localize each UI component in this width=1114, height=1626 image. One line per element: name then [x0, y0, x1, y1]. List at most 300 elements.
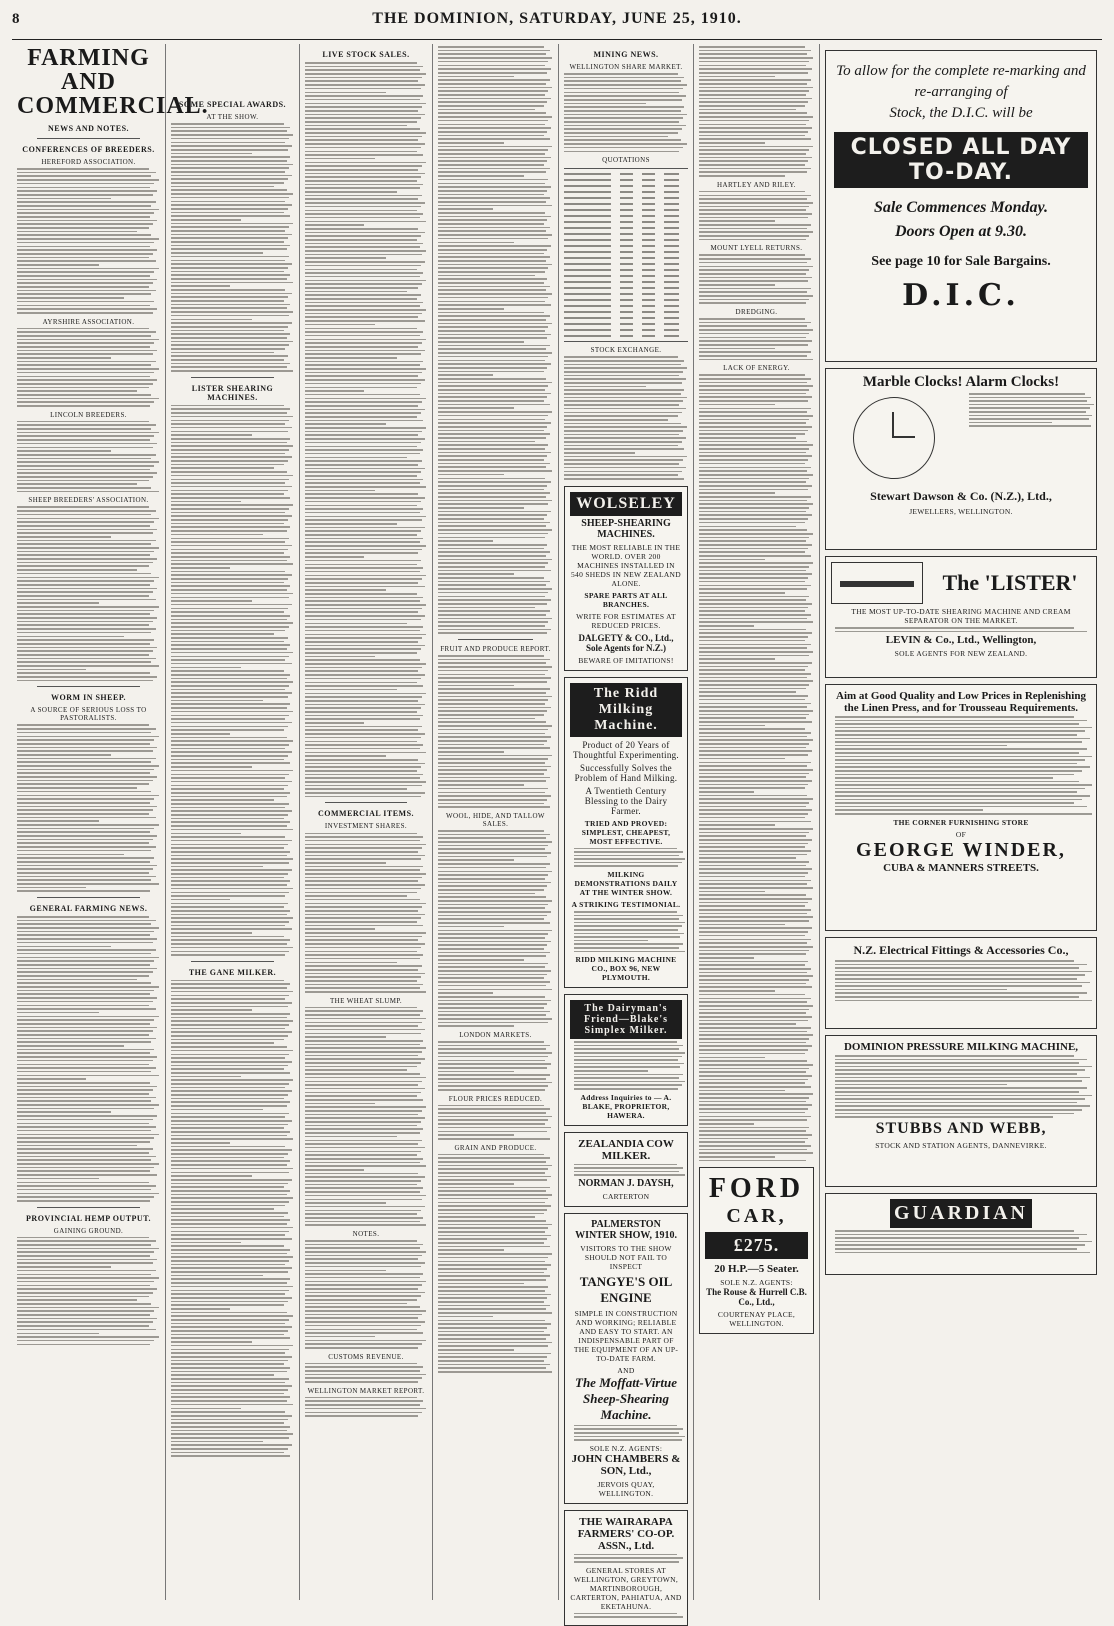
text-line — [171, 1271, 288, 1273]
table-cell — [620, 245, 633, 247]
text-line — [17, 1075, 159, 1077]
palmerston-show-ad[interactable] — [564, 1213, 688, 1504]
ridd-line: TRIED AND PROVED: SIMPLEST, CHEAPEST, MOST EFFECTIVE. — [581, 818, 671, 846]
text-line — [438, 1294, 551, 1296]
text-line — [564, 452, 635, 454]
text-line — [17, 890, 150, 892]
text-line — [438, 253, 544, 255]
text-line — [699, 492, 775, 494]
column-2 — [166, 44, 300, 1600]
text-line — [438, 1176, 551, 1178]
text-line — [17, 817, 156, 819]
text-line — [699, 359, 813, 361]
text-line — [438, 584, 546, 586]
text-line — [305, 656, 375, 658]
text-line — [305, 619, 421, 621]
text-line — [17, 809, 153, 811]
guardian-ad[interactable] — [825, 1193, 1097, 1275]
dairyman-ad[interactable] — [564, 994, 688, 1125]
text-line — [699, 566, 809, 568]
text-line — [171, 1205, 285, 1207]
text-line — [305, 593, 417, 595]
text-line — [17, 1008, 156, 1010]
text-line — [17, 647, 157, 649]
text-line — [17, 361, 156, 363]
text-line — [699, 1023, 796, 1025]
text-line — [699, 924, 785, 926]
text-line — [171, 844, 288, 846]
text-line — [305, 353, 421, 355]
text-line — [17, 857, 154, 859]
text-line — [171, 434, 252, 436]
text-line — [699, 717, 806, 719]
text-line — [438, 941, 551, 943]
table-cell — [642, 275, 655, 277]
text-line — [17, 1200, 150, 1202]
text-line — [438, 260, 546, 262]
text-line — [699, 76, 775, 78]
text-line — [699, 157, 812, 159]
text-line — [17, 223, 153, 225]
text-line — [17, 279, 157, 281]
text-line — [564, 73, 678, 75]
text-line — [305, 1081, 422, 1083]
text-line — [438, 1000, 551, 1002]
text-line — [438, 548, 544, 550]
winder-street: CUBA & MANNERS STREETS. — [883, 861, 1039, 874]
text-line — [699, 1012, 806, 1014]
text-line — [305, 541, 420, 543]
text-line — [699, 280, 808, 282]
text-line — [574, 1084, 682, 1086]
text-line — [305, 774, 423, 776]
text-line — [305, 265, 421, 267]
text-line — [438, 566, 545, 568]
text-line — [305, 914, 425, 916]
text-line — [17, 979, 137, 981]
text-line — [305, 412, 421, 414]
ridd-line: A Twentieth Century Blessing to the Dairy Farmer. — [584, 785, 668, 816]
text-line — [699, 1116, 811, 1118]
table-cell — [620, 221, 633, 223]
text-line — [438, 411, 552, 413]
text-line — [564, 471, 682, 473]
text-line — [438, 729, 548, 731]
text-line — [17, 238, 159, 240]
text-line — [699, 1093, 813, 1095]
text-line — [305, 379, 425, 381]
text-line — [438, 312, 544, 314]
text-line — [438, 874, 548, 876]
text-line — [17, 769, 154, 771]
text-line — [171, 633, 274, 635]
text-line — [438, 393, 551, 395]
text-line — [305, 682, 417, 684]
text-line — [438, 157, 551, 159]
text-line — [171, 932, 252, 934]
text-line — [17, 942, 153, 944]
text-line — [564, 84, 687, 86]
text-line — [574, 1613, 677, 1615]
ad-body — [570, 1164, 682, 1176]
text-line — [171, 160, 287, 162]
text-line — [305, 1199, 422, 1201]
text-line — [17, 573, 151, 575]
text-line — [438, 334, 551, 336]
text-line — [17, 383, 153, 385]
text-line — [305, 836, 423, 838]
text-line — [438, 559, 552, 561]
text-line — [305, 1169, 364, 1171]
text-line — [171, 285, 230, 287]
table-cell — [664, 299, 678, 301]
text-line — [699, 1009, 809, 1011]
text-line — [699, 269, 809, 271]
text-line — [305, 165, 422, 167]
text-line — [438, 688, 550, 690]
text-line — [438, 168, 550, 170]
text-line — [699, 695, 808, 697]
text-line — [305, 1314, 422, 1316]
text-line — [574, 1554, 677, 1556]
text-line — [305, 689, 397, 691]
text-line — [17, 390, 137, 392]
text-line — [305, 294, 421, 296]
text-line — [171, 1385, 292, 1387]
text-line — [438, 1283, 524, 1285]
text-line — [171, 445, 293, 447]
ridd-milking-ad[interactable] — [564, 677, 688, 989]
text-line — [171, 523, 284, 525]
text-line — [438, 105, 544, 107]
text-line — [171, 1256, 293, 1258]
text-line — [438, 1331, 544, 1333]
winder-store: GEORGE WINDER, — [856, 838, 1066, 861]
text-line — [699, 138, 811, 140]
text-line — [438, 489, 544, 491]
text-line — [438, 201, 546, 203]
text-line — [305, 777, 420, 779]
text-line — [699, 53, 807, 55]
text-line — [438, 242, 514, 244]
text-line — [438, 183, 545, 185]
text-line — [305, 398, 426, 400]
text-line — [305, 1224, 426, 1226]
text-line — [305, 1206, 425, 1208]
text-line — [438, 1253, 552, 1255]
ford-car-ad[interactable] — [699, 1167, 814, 1334]
section-heading: FARMING AND COMMERCIAL. — [17, 45, 209, 119]
text-line — [171, 807, 285, 809]
news-and-notes-heading: NEWS AND NOTES. — [47, 124, 130, 133]
article-body — [699, 254, 814, 304]
text-line — [305, 110, 418, 112]
table-cell — [564, 281, 611, 283]
text-line — [305, 1184, 417, 1186]
text-line — [835, 960, 1074, 962]
text-line — [305, 796, 421, 798]
text-line — [699, 780, 812, 782]
text-line — [438, 1353, 551, 1355]
text-line — [17, 1082, 150, 1084]
text-line — [171, 552, 284, 554]
text-line — [17, 876, 156, 878]
text-line — [305, 781, 426, 783]
table-cell — [642, 269, 655, 271]
text-line — [171, 836, 285, 838]
text-line — [699, 894, 806, 896]
text-line — [171, 578, 288, 580]
text-line — [699, 684, 809, 686]
text-line — [17, 1193, 159, 1195]
text-line — [17, 465, 154, 467]
table-cell — [642, 245, 655, 247]
text-line — [17, 293, 151, 295]
text-line — [835, 1237, 1079, 1239]
article-subheading: STOCK EXCHANGE. — [590, 346, 662, 355]
text-line — [699, 415, 813, 417]
text-line — [438, 1161, 546, 1163]
text-line — [305, 1213, 417, 1215]
text-line — [305, 1066, 417, 1068]
text-line — [438, 485, 547, 487]
text-line — [564, 463, 679, 465]
text-line — [17, 432, 159, 434]
text-line — [438, 304, 551, 306]
text-line — [171, 541, 285, 543]
text-line — [699, 1156, 775, 1158]
text-line — [171, 582, 284, 584]
text-line — [305, 718, 420, 720]
article-heading: MINING NEWS. — [593, 50, 659, 59]
text-line — [699, 909, 811, 911]
text-line — [171, 464, 284, 466]
text-line — [564, 110, 681, 112]
text-line — [17, 491, 159, 493]
text-line — [305, 305, 420, 307]
text-line — [17, 624, 149, 626]
article-subheading: WELLINGTON MARKET REPORT. — [307, 1386, 425, 1395]
text-line — [969, 393, 1085, 395]
text-line — [171, 1264, 285, 1266]
text-line — [699, 813, 808, 815]
text-line — [438, 1356, 547, 1358]
text-line — [438, 1264, 551, 1266]
text-line — [17, 842, 149, 844]
text-line — [17, 1152, 149, 1154]
text-line — [699, 355, 807, 357]
text-line — [438, 926, 504, 928]
text-line — [305, 280, 426, 282]
text-line — [699, 902, 808, 904]
text-line — [438, 599, 551, 601]
text-line — [305, 1303, 407, 1305]
text-line — [835, 978, 1077, 980]
text-line — [305, 1381, 418, 1383]
text-line — [305, 1010, 423, 1012]
text-line — [305, 1415, 418, 1417]
text-line — [171, 501, 241, 503]
text-line — [699, 1001, 807, 1003]
text-line — [305, 1374, 426, 1376]
text-line — [438, 834, 550, 836]
text-line — [17, 658, 156, 660]
text-line — [17, 795, 159, 797]
wolseley-ad[interactable] — [564, 486, 688, 671]
text-line — [438, 588, 552, 590]
text-line — [17, 916, 149, 918]
text-line — [699, 979, 809, 981]
linen-ad[interactable] — [825, 684, 1097, 931]
text-line — [564, 132, 678, 134]
article-body — [564, 356, 688, 479]
text-line — [305, 851, 418, 853]
clocks-ad[interactable] — [825, 368, 1097, 550]
table-cell — [564, 209, 611, 211]
text-line — [699, 603, 812, 605]
article-subheading: CUSTOMS REVENUE. — [328, 1352, 404, 1361]
text-line — [305, 858, 421, 860]
text-line — [305, 1332, 423, 1334]
text-line — [438, 1301, 544, 1303]
text-line — [438, 1138, 550, 1140]
article-subheading: LINCOLN BREEDERS. — [50, 410, 127, 419]
text-line — [699, 931, 808, 933]
text-line — [564, 103, 646, 105]
text-line — [438, 356, 548, 358]
ad-body — [570, 1425, 682, 1441]
table-cell — [664, 227, 678, 229]
lister-agents-sub: SOLE AGENTS FOR NEW ZEALAND. — [894, 649, 1028, 659]
text-line — [574, 1432, 679, 1434]
article-subheading: FLOUR PRICES REDUCED. — [448, 1094, 543, 1103]
text-line — [438, 852, 551, 854]
text-line — [305, 176, 421, 178]
text-line — [438, 659, 550, 661]
text-line — [438, 500, 552, 502]
text-line — [305, 980, 417, 982]
text-line — [17, 672, 150, 674]
text-line — [438, 481, 551, 483]
text-line — [171, 1430, 287, 1432]
text-line — [171, 123, 284, 125]
text-line — [305, 198, 418, 200]
zealandia-ad[interactable] — [564, 1132, 688, 1207]
text-line — [305, 663, 426, 665]
text-line — [835, 1102, 1077, 1104]
lister-ad[interactable] — [825, 556, 1097, 678]
text-line — [438, 1063, 551, 1065]
text-line — [17, 1052, 150, 1054]
text-line — [438, 1071, 514, 1073]
text-line — [171, 1455, 290, 1457]
text-line — [17, 1318, 157, 1320]
text-line — [305, 523, 397, 525]
text-line — [438, 707, 551, 709]
text-line — [305, 917, 421, 919]
text-line — [699, 640, 805, 642]
table-cell — [564, 263, 611, 265]
table-cell — [564, 275, 611, 277]
text-line — [305, 1069, 407, 1071]
text-line — [171, 526, 290, 528]
text-line — [699, 1152, 813, 1154]
table-cell — [620, 329, 633, 331]
zealandia-title: ZEALANDIA COW MILKER. — [578, 1137, 674, 1162]
text-line — [699, 599, 806, 601]
text-line — [171, 241, 284, 243]
text-line — [171, 788, 284, 790]
text-line — [305, 250, 426, 252]
text-line — [171, 1050, 293, 1052]
wairarapa-ad[interactable] — [564, 1510, 688, 1626]
text-line — [17, 1281, 154, 1283]
text-line — [171, 1201, 289, 1203]
text-line — [438, 371, 544, 373]
text-line — [171, 142, 285, 144]
text-line — [438, 577, 544, 579]
text-line — [438, 1323, 551, 1325]
text-line — [438, 859, 514, 861]
text-line — [171, 766, 252, 768]
text-line — [438, 692, 546, 694]
ad-body — [831, 960, 1091, 1001]
text-line — [305, 316, 418, 318]
table-cell — [620, 293, 633, 295]
text-line — [699, 887, 813, 889]
text-line — [171, 1194, 287, 1196]
text-line — [699, 526, 796, 528]
column-1 — [12, 44, 209, 1600]
text-line — [438, 360, 545, 362]
text-line — [438, 234, 552, 236]
text-line — [305, 324, 375, 326]
article-subheading: SHEEP BREEDERS' ASSOCIATION. — [28, 496, 149, 505]
text-line — [438, 1078, 546, 1080]
text-line — [835, 1095, 1092, 1097]
text-line — [438, 61, 548, 63]
text-line — [171, 604, 292, 606]
text-line — [305, 438, 425, 440]
dic-sale-ad[interactable] — [825, 50, 1097, 362]
text-line — [171, 1116, 285, 1118]
text-line — [574, 858, 685, 860]
text-line — [699, 101, 808, 103]
text-line — [171, 597, 289, 599]
text-line — [438, 430, 544, 432]
text-line — [438, 893, 535, 895]
dominion-milking-ad[interactable] — [825, 1035, 1097, 1187]
text-line — [438, 149, 548, 151]
text-line — [305, 866, 423, 868]
text-line — [305, 707, 421, 709]
text-line — [699, 732, 811, 734]
electrical-ad[interactable] — [825, 937, 1097, 1029]
text-line — [171, 1135, 287, 1137]
text-line — [17, 1167, 154, 1169]
text-line — [17, 990, 154, 992]
text-line — [438, 1345, 548, 1347]
text-line — [17, 927, 159, 929]
text-line — [17, 379, 157, 381]
text-line — [305, 696, 422, 698]
and-text: AND — [617, 1365, 635, 1375]
text-line — [17, 387, 149, 389]
text-line — [305, 571, 420, 573]
text-line — [438, 514, 547, 516]
text-line — [17, 1336, 159, 1338]
text-line — [438, 1272, 544, 1274]
